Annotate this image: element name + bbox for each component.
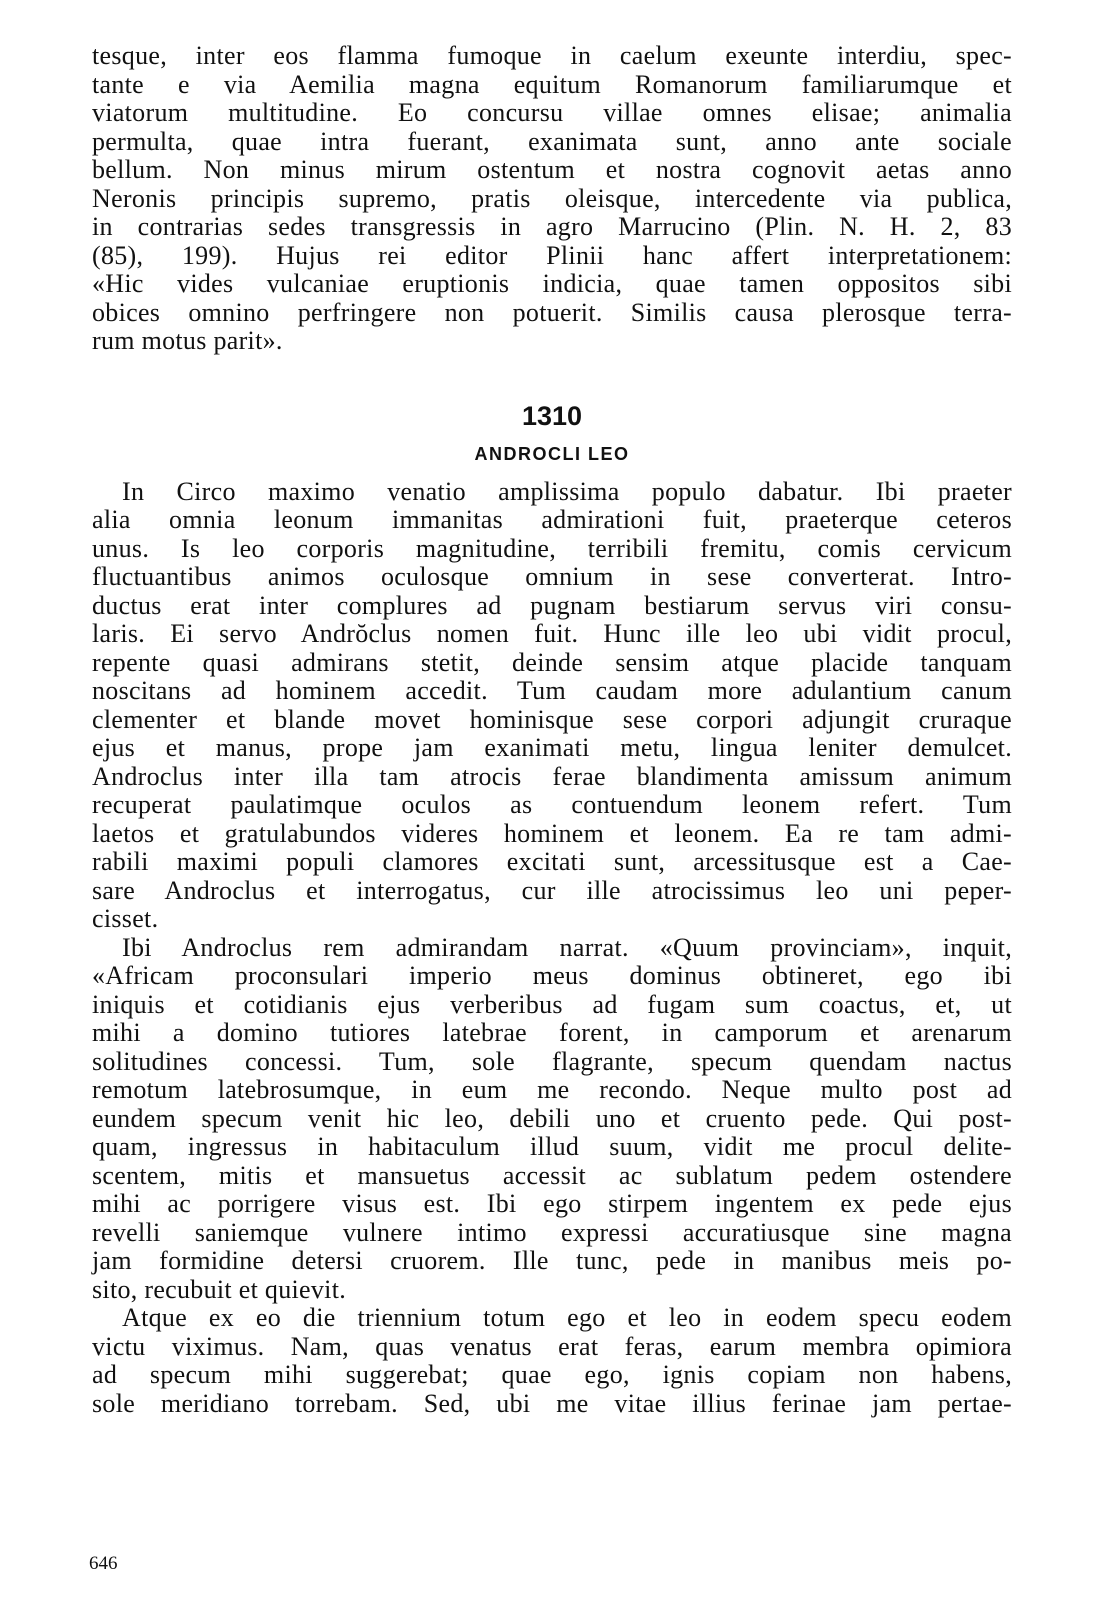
text-line: sare Androclus et interrogatus, cur ille atrocissimus leo uni peper- bbox=[92, 875, 1012, 905]
text-line: «Hic vides vulcaniae eruptionis indicia, quae tamen oppositos sibi bbox=[92, 269, 1012, 298]
text-line: rum motus parit». bbox=[92, 326, 283, 355]
text-line: quam, ingressus in habitaculum illud suum, vidit me procul delite- bbox=[92, 1132, 1012, 1161]
text-line: clementer et blande movet hominisque sese corpori adjungit cruraque bbox=[92, 704, 1012, 734]
text-line: eundem specum venit hic leo, debili uno et cruento pede. Qui post- bbox=[92, 1103, 1012, 1133]
text-line: in contrarias sedes transgressis in agro Marrucino (Plin. N. H. 2, 83 bbox=[92, 212, 1012, 241]
paragraph-2 bbox=[92, 934, 1012, 1305]
text-line: alia omnia leonum immanitas admirationi fuit, praeterque ceteros bbox=[92, 505, 1012, 534]
section-number: 1310 bbox=[521, 400, 583, 431]
text-line: jam formidine detersi cruorem. Ille tunc, pede in manibus meis po- bbox=[92, 1246, 1012, 1275]
text-line: (85), 199). Hujus rei editor Plinii hanc affert interpretationem: bbox=[92, 240, 1012, 270]
text-line: iniquis et cotidianis ejus verberibus ad fugam sum coactus, et, ut bbox=[92, 989, 1012, 1019]
text-line: «Africam proconsulari imperio meus dominus obtineret, ego ibi bbox=[92, 961, 1012, 990]
text-line: laris. Ei servo Andrŏclus nomen fuit. Hunc ille leo ubi vidit procul, bbox=[92, 619, 1012, 648]
text-line: revelli saniemque vulnere intimo expressi accuratiusque sine magna bbox=[92, 1217, 1012, 1247]
text-line: rabili maximi populi clamores excitati sunt, arcessitusque est a Cae- bbox=[92, 847, 1012, 876]
text-line: scentem, mitis et mansuetus accessit ac sublatum pedem ostendere bbox=[92, 1160, 1012, 1190]
text-line: noscitans ad hominem accedit. Tum caudam more adulantium canum bbox=[92, 676, 1012, 705]
text-line: ejus et manus, prope jam exanimati metu, lingua leniter demulcet. bbox=[92, 733, 1012, 762]
text-line: bellum. Non minus mirum ostentum et nostra cognovit aetas anno bbox=[92, 155, 1012, 184]
text-line: laetos et gratulabundos videres hominem et leonem. Ea re tam admi- bbox=[92, 818, 1012, 848]
text-line: sole meridiano torrebam. Sed, ubi me vitae illius ferinae jam pertae- bbox=[92, 1388, 1012, 1418]
text-line: sito, recubuit et quievit. bbox=[92, 1274, 347, 1304]
text-line: permulta, quae intra fuerant, exanimata sunt, anno ante sociale bbox=[92, 126, 1012, 156]
section-title: ANDROCLI LEO bbox=[474, 443, 630, 464]
document-page bbox=[92, 42, 1012, 1418]
text-line: cisset. bbox=[92, 904, 159, 933]
page-number: 646 bbox=[89, 1553, 118, 1574]
paragraph-3 bbox=[92, 1304, 1012, 1418]
text-line: victu viximus. Nam, quas venatus erat feras, earum membra opimiora bbox=[92, 1331, 1012, 1361]
text-line: tante e via Aemilia magna equitum Romanorum familiarumque et bbox=[92, 69, 1012, 99]
text-line: mihi ac porrigere visus est. Ibi ego stirpem ingentem ex pede ejus bbox=[92, 1189, 1012, 1218]
text-line: fluctuantibus animos oculosque omnium in sese converterat. Intro- bbox=[92, 562, 1012, 591]
text-line: unus. Is leo corporis magnitudine, terribili fremitu, comis cervicum bbox=[92, 533, 1012, 563]
text-line: remotum latebrosumque, in eum me recondo. Neque multo post ad bbox=[92, 1075, 1012, 1104]
text-line: Ibi Androclus rem admirandam narrat. «Quum provinciam», inquit, bbox=[122, 932, 1012, 962]
text-line: viatorum multitudine. Eo concursu villae omnes elisae; animalia bbox=[92, 98, 1012, 127]
intro-text bbox=[92, 42, 1012, 356]
text-line: Neronis principis supremo, pratis oleisque, intercedente via publica, bbox=[92, 183, 1012, 213]
text-line: solitudines concessi. Tum, sole flagrante, specum quendam nactus bbox=[92, 1046, 1012, 1076]
text-line: recuperat paulatimque oculos as contuendum leonem refert. Tum bbox=[92, 790, 1012, 819]
paragraph-1 bbox=[92, 478, 1012, 934]
text-line: Atque ex eo die triennium totum ego et leo in eodem specu eodem bbox=[122, 1303, 1012, 1332]
text-line: mihi a domino tutiores latebrae forent, in camporum et arenarum bbox=[92, 1018, 1012, 1047]
text-line: obices omnino perfringere non potuerit. Similis causa plerosque terra- bbox=[92, 297, 1012, 327]
text-line: In Circo maximo venatio amplissima populo dabatur. Ibi praeter bbox=[122, 476, 1012, 506]
text-line: repente quasi admirans stetit, deinde sensim atque placide tanquam bbox=[92, 647, 1012, 677]
text-line: ad specum mihi suggerebat; quae ego, ignis copiam non habens, bbox=[92, 1360, 1012, 1389]
text-line: Androclus inter illa tam atrocis ferae blandimenta amissum animum bbox=[92, 761, 1012, 791]
text-line: ductus erat inter complures ad pugnam bestiarum servus viri consu- bbox=[92, 590, 1012, 620]
text-line: tesque, inter eos flamma fumoque in caelum exeunte interdiu, spec- bbox=[92, 41, 1012, 70]
